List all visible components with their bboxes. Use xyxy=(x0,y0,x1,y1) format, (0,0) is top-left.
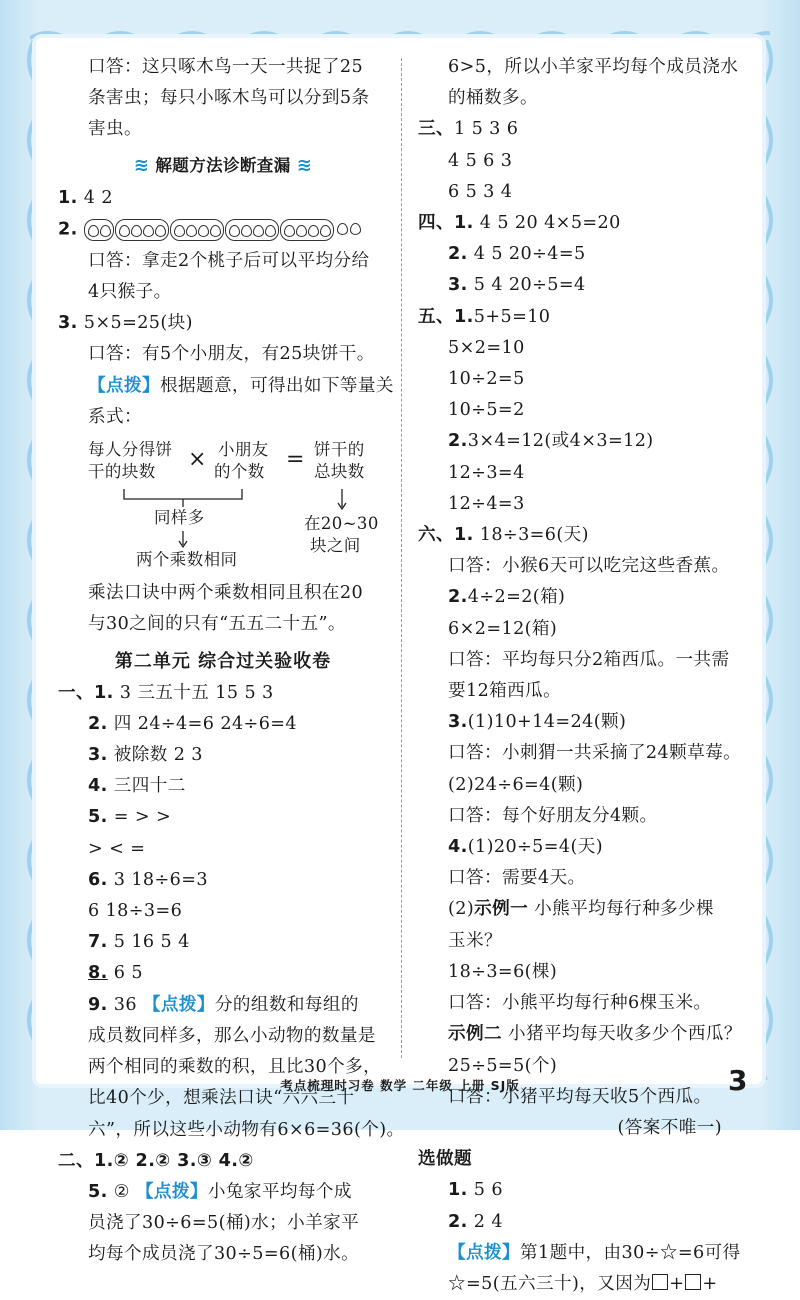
answer-text: 5 16 5 4 xyxy=(113,932,190,953)
answer-line: 口答：有5个小朋友，有25块饼干。 xyxy=(88,344,375,365)
peach-icon xyxy=(154,223,166,236)
sub-question: (2) xyxy=(448,899,475,920)
part-6-item xyxy=(418,707,738,738)
peach-icon xyxy=(130,223,142,236)
answer-text: 4 2 xyxy=(83,187,113,208)
answer-text: 5×5=25(块) xyxy=(83,313,193,334)
answer-text: ② xyxy=(113,1181,130,1202)
hint-text: 小兔家平均每个成 xyxy=(207,1181,352,1202)
answer-text: 四 24÷4=6 24÷6=4 xyxy=(113,713,298,734)
question-number: 2. xyxy=(448,587,468,608)
answer-text: (1)20÷5=4(天) xyxy=(467,837,604,858)
diagram-term-b: 的个数 xyxy=(214,462,265,482)
answer-line: 25÷5=5(个) xyxy=(448,1055,558,1076)
question-number: 3. xyxy=(88,745,108,766)
example-label: 示例一 xyxy=(474,899,529,920)
peach-group xyxy=(115,219,169,241)
answer-line: 6>5，所以小羊家平均每个成员浇水 xyxy=(448,57,739,77)
diagram-term-b: 小朋友 xyxy=(218,440,269,460)
peach-grouping-illustration xyxy=(84,214,361,245)
answer-line: > < = xyxy=(88,838,146,859)
part-1-item xyxy=(58,865,388,896)
part-1-item xyxy=(58,927,388,958)
optional-item xyxy=(418,1207,738,1238)
question-number: 1. xyxy=(58,187,78,208)
hint-line xyxy=(58,371,394,402)
example-label: 示例二 xyxy=(448,1024,502,1045)
part-1-item xyxy=(58,740,388,771)
section-title-text: 解题方法诊断查漏 xyxy=(155,155,291,175)
part-4-item xyxy=(418,208,738,239)
part-6-item xyxy=(418,582,738,613)
part-3-row: 6 5 3 4 xyxy=(448,181,513,202)
answer-text: 5+5=10 xyxy=(473,306,551,327)
question-number: 7. xyxy=(88,932,108,953)
hint-label: 【点拨】 xyxy=(135,1181,208,1202)
right-column xyxy=(418,52,742,1300)
diagram-term-c: 总块数 xyxy=(314,462,365,482)
answer-line: 18÷3=6(棵) xyxy=(448,961,558,982)
diagram-term-a: 干的块数 xyxy=(88,462,156,482)
answer-text: 3 18÷6=3 xyxy=(113,869,208,890)
conclusion-line: 乘法口诀中两个乘数相同且积在20 xyxy=(88,583,364,604)
answer-line: 口答：小猴6天可以吃完这些香蕉。 xyxy=(448,556,730,577)
question-number: 1. xyxy=(454,306,474,327)
part-5-item xyxy=(418,302,738,333)
answer-line: 的桶数多。 xyxy=(448,88,538,109)
wave-icon: ≋ xyxy=(296,154,313,176)
hint-label: 【点拨】 xyxy=(448,1242,520,1263)
diagram-term-c: 饼干的 xyxy=(314,440,365,460)
part-label: 五、 xyxy=(418,306,454,327)
peach-icon xyxy=(336,221,348,234)
answer-text: 36 xyxy=(113,994,137,1015)
answer-line: 10÷2=5 xyxy=(448,369,525,390)
peach-group xyxy=(84,219,114,241)
peach-group xyxy=(280,219,334,241)
answer-line: (2)24÷6=4(颗) xyxy=(448,774,584,795)
answer-text: 3×4=12(或4×3=12) xyxy=(467,431,654,452)
peach-icon xyxy=(173,223,185,236)
answer-line: 12÷3=4 xyxy=(448,462,525,483)
answer-line: 5×2=10 xyxy=(448,337,525,358)
answer-line: 口答：需要4天。 xyxy=(448,868,586,889)
question-number: 2. xyxy=(448,244,468,265)
wave-icon: ≋ xyxy=(133,154,150,176)
hint-line: 员浇了30÷6=5(桶)水；小羊家平 xyxy=(88,1213,360,1234)
question-number: 5. xyxy=(88,1181,108,1202)
answer-text: 18÷3=6(天) xyxy=(479,525,589,546)
peach-icon xyxy=(142,223,154,236)
part-1-item xyxy=(58,709,388,740)
hint-line: 系式： xyxy=(88,406,142,427)
hint-text: 根据题意，可得出如下等量关 xyxy=(159,375,394,396)
peach-group xyxy=(170,219,224,241)
part-label: 三、 xyxy=(418,119,454,140)
answer-line: 口答：拿走2个桃子后可以平均分给 xyxy=(88,250,370,271)
question-number: 8. xyxy=(88,963,108,984)
question-number: 1. xyxy=(448,1180,468,1201)
answer-text: 5 4 20÷5=4 xyxy=(473,275,586,296)
answer-note: (答案不唯一) xyxy=(617,1117,722,1138)
peach-icon xyxy=(349,221,361,234)
question-number: 4. xyxy=(88,776,108,797)
part-5-item xyxy=(418,426,738,457)
peach-icon xyxy=(185,223,197,236)
answer-text: 三四十二 xyxy=(113,776,186,797)
question-number: 1. xyxy=(94,682,114,703)
question-number: 3. xyxy=(58,313,78,334)
answer-line: 口答：小熊平均每行种6棵玉米。 xyxy=(448,993,712,1014)
diagram-range: 块之间 xyxy=(310,536,361,556)
answer-line: 口答：小猪平均每天收5个西瓜。 xyxy=(448,1086,712,1107)
hint-line: 两个相同的乘数的积，且比30个多， xyxy=(88,1057,382,1078)
answer-line: 条害虫；每只小啄木鸟可以分到5条 xyxy=(88,88,370,109)
hint-line xyxy=(418,1238,741,1269)
answer-text: (1)10+14=24(颗) xyxy=(467,712,627,733)
question-number: 2. xyxy=(448,431,468,452)
question-3 xyxy=(58,308,388,339)
peach-icon xyxy=(264,223,276,236)
part-4-item xyxy=(418,270,738,301)
part-4-item xyxy=(418,239,738,270)
answer-line: 口答：这只啄木鸟一天一共捉了25 xyxy=(88,57,364,77)
multiply-sign: × xyxy=(188,447,207,473)
answer-line: 口答：小刺猬一共采摘了24颗草莓。 xyxy=(448,743,742,764)
part-1-item xyxy=(58,771,388,802)
part-2-row xyxy=(58,1146,388,1177)
example-line xyxy=(418,894,738,925)
peach-icon xyxy=(319,223,331,236)
question-number: 5. xyxy=(88,807,108,828)
diagram-same: 同样多 xyxy=(154,508,205,528)
answer-line: 6 18÷3=6 xyxy=(88,901,183,922)
hint-text: ☆=5(五六三十)，又因为 xyxy=(448,1273,652,1294)
hint-line: 成员数同样多，那么小动物的数量是 xyxy=(88,1025,376,1046)
part-6-item xyxy=(418,520,738,551)
answer-text: 3 三五十五 15 5 3 xyxy=(119,682,274,703)
part-6-item xyxy=(418,832,738,863)
question-1 xyxy=(58,183,388,214)
peach-icon xyxy=(283,223,295,236)
question-number: 3. xyxy=(448,275,468,296)
peach-icon xyxy=(228,223,240,236)
blank-box-icon xyxy=(652,1274,668,1290)
diagram-factors: 两个乘数相同 xyxy=(136,550,238,570)
part-label: 六、 xyxy=(418,525,454,546)
answer-text: 1.② 2.② 3.③ 4.② xyxy=(94,1150,254,1171)
question-number: 2. xyxy=(58,219,78,240)
peach-icon xyxy=(307,223,319,236)
answer-line: 玉米？ xyxy=(448,930,502,951)
peach-icon xyxy=(209,223,221,236)
optional-title: 选做题 xyxy=(418,1149,472,1170)
question-number: 3. xyxy=(448,712,468,733)
hint-line: 六”，所以这些小动物有6×6=36(个)。 xyxy=(88,1119,405,1140)
question-number: 2. xyxy=(88,713,108,734)
question-number: 2. xyxy=(448,1211,468,1232)
hint-text: 第1题中，由30÷☆=6可得 xyxy=(519,1242,741,1263)
question-number: 9. xyxy=(88,994,108,1015)
answer-line: 10÷5=2 xyxy=(448,400,525,421)
peach-icon xyxy=(197,223,209,236)
part-1-item xyxy=(58,802,388,833)
answer-line: 害虫。 xyxy=(88,119,142,140)
page-footer: 考点梳理时习卷 数学 二年级 上册 SJ版 xyxy=(280,1078,520,1093)
section-title xyxy=(58,150,388,181)
part-3-row: 4 5 6 3 xyxy=(448,150,513,171)
diagram-range: 在20~30 xyxy=(304,514,379,534)
answer-line: 要12箱西瓜。 xyxy=(448,681,562,702)
example-text: 小熊平均每行种多少棵 xyxy=(528,899,715,920)
example-text: 小猪平均每天收多少个西瓜？ xyxy=(501,1024,742,1045)
question-number: 1. xyxy=(454,213,474,234)
peach-icon xyxy=(87,223,99,236)
hint-label: 【点拨】 xyxy=(142,994,215,1015)
part-2-item xyxy=(58,1177,388,1208)
relation-diagram xyxy=(58,433,388,578)
answer-text: 4 5 20 4×5=20 xyxy=(479,213,621,234)
answer-text: 6 5 xyxy=(113,963,143,984)
peach-remainder xyxy=(335,214,361,245)
unit-title: 第二单元 综合过关验收卷 xyxy=(114,651,332,673)
answer-text: 被除数 2 3 xyxy=(113,745,203,766)
part-label: 一、 xyxy=(58,682,94,703)
answer-line: 口答：每个好朋友分4颗。 xyxy=(448,805,658,826)
diagram-term-a: 每人分得饼 xyxy=(88,440,173,460)
answer-line: 12÷4=3 xyxy=(448,493,525,514)
page-number: 3 xyxy=(728,1064,748,1097)
blank-box-icon xyxy=(685,1274,701,1290)
question-2 xyxy=(58,214,388,246)
example-line xyxy=(418,1019,742,1050)
part-1-item xyxy=(58,990,388,1021)
part-3-row xyxy=(418,114,738,145)
answer-text: 4÷2=2(箱) xyxy=(467,587,566,608)
answer-text: = > > xyxy=(113,807,172,828)
answer-text: 4 5 20÷4=5 xyxy=(473,244,586,265)
part-label: 四、 xyxy=(418,213,454,234)
answer-line: 6×2=12(箱) xyxy=(448,618,558,639)
peach-icon xyxy=(118,223,130,236)
hint-label: 【点拨】 xyxy=(88,375,160,396)
answer-text: 5 6 xyxy=(473,1180,503,1201)
peach-icon xyxy=(252,223,264,236)
answer-text: 2 4 xyxy=(473,1211,503,1232)
peach-icon xyxy=(240,223,252,236)
conclusion-line: 与30之间的只有“五五二十五”。 xyxy=(88,614,346,635)
peach-group xyxy=(225,219,279,241)
hint-line: 均每个成员浇了30÷5=6(桶)水。 xyxy=(88,1244,360,1265)
answer-line: 4只猴子。 xyxy=(88,282,172,303)
hint-line: ☆=5(五六三十)，又因为 + + xyxy=(448,1273,718,1294)
answer-line: 口答：平均每只分2箱西瓜。一共需 xyxy=(448,649,730,670)
optional-item xyxy=(418,1175,738,1206)
answer-text: 1 5 3 6 xyxy=(454,119,519,140)
question-number: 1. xyxy=(454,525,474,546)
part-1-item xyxy=(58,958,388,989)
equals-sign: = xyxy=(286,447,305,473)
column-divider xyxy=(401,58,402,1058)
question-number: 4. xyxy=(448,837,468,858)
peach-icon xyxy=(99,223,111,236)
hint-line: 比40个少，想乘法口诀“六六三十 xyxy=(88,1088,355,1109)
hint-text: 分的组数和每组的 xyxy=(214,994,359,1015)
part-1-item xyxy=(58,678,388,709)
question-number: 6. xyxy=(88,869,108,890)
part-label: 二、 xyxy=(58,1150,94,1171)
peach-icon xyxy=(295,223,307,236)
